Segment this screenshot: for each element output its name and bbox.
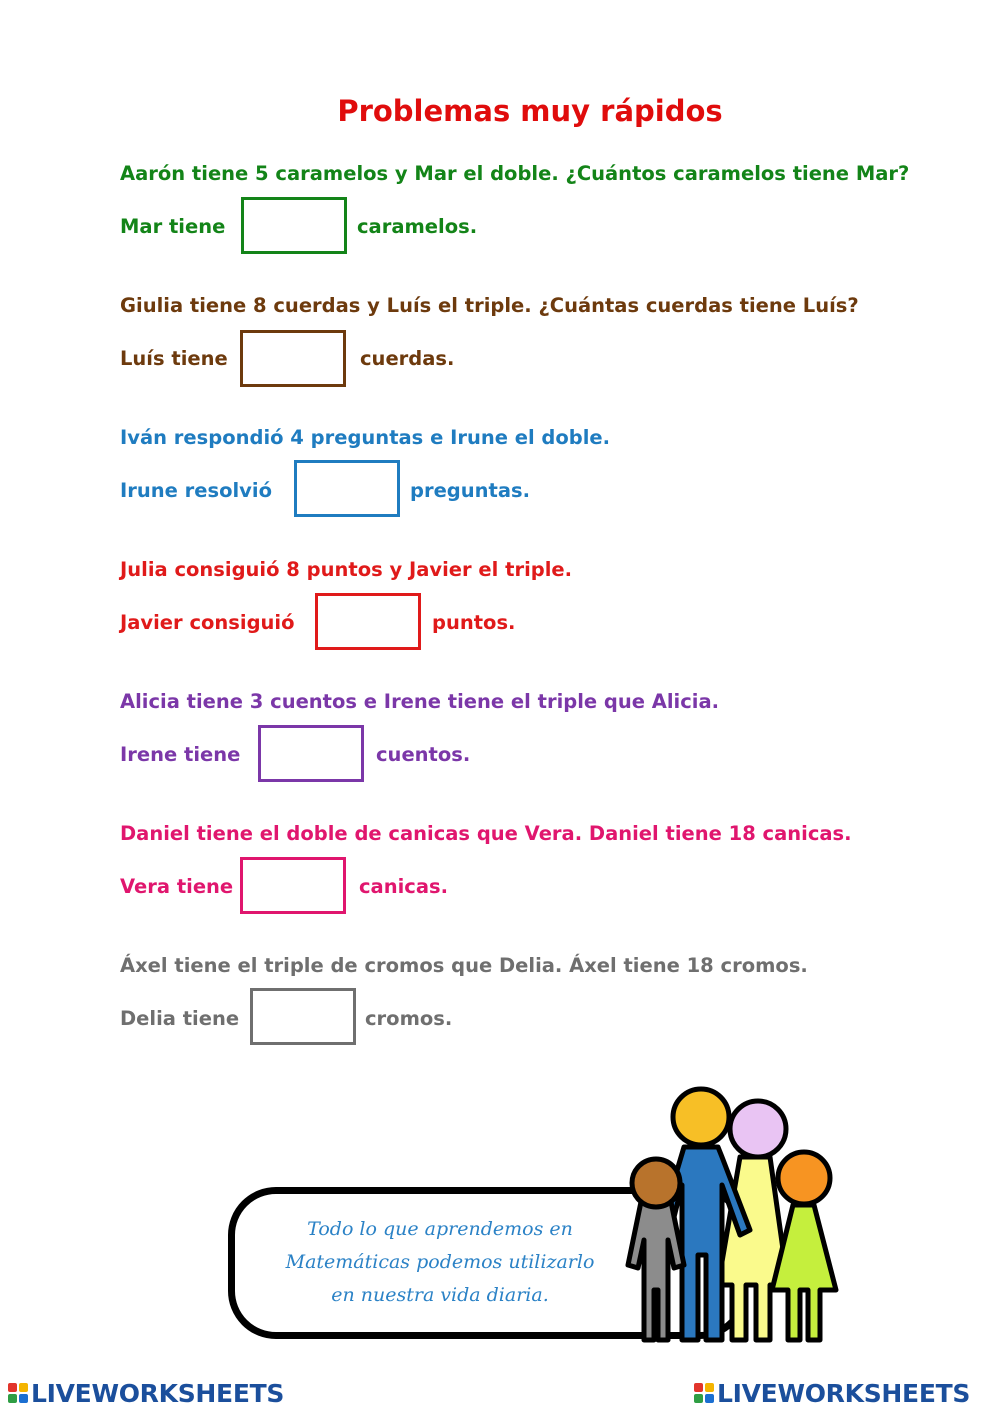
quote-line-2: Matemáticas podemos utilizarlo [285, 1251, 595, 1273]
quote-text [250, 1213, 630, 1312]
problem-3-answer-input[interactable] [297, 463, 401, 516]
problem-5-answer-box[interactable] [258, 725, 364, 782]
problem-2-answer-box[interactable] [240, 330, 346, 387]
problem-6-answer-input[interactable] [243, 860, 347, 913]
problem-6-question: Daniel tiene el doble de canicas que Vera. Daniel tiene 18 canicas. [120, 822, 852, 845]
quote-line-3: en nuestra vida diaria. [331, 1284, 549, 1306]
problem-3-answer-label: Irune resolvió [120, 479, 272, 502]
brand-name-right: LIVEWORKSHEETS [717, 1378, 971, 1408]
problem-4-question: Julia consiguió 8 puntos y Javier el triple. [120, 558, 573, 581]
problem-7-answer-input[interactable] [253, 991, 357, 1044]
footer-brand-right [694, 1378, 970, 1408]
problem-7-answer-box[interactable] [250, 988, 356, 1045]
problem-5-question: Alicia tiene 3 cuentos e Irene tiene el triple que Alicia. [120, 690, 720, 713]
problem-4-answer-label: Javier consiguió [120, 611, 295, 634]
problem-5-answer-label: Irene tiene [120, 743, 241, 766]
problem-2-question: Giulia tiene 8 cuerdas y Luís el triple. ¿Cuántas cuerdas tiene Luís? [120, 294, 859, 317]
problem-5-answer-input[interactable] [261, 728, 365, 781]
problem-6-answer-box[interactable] [240, 857, 346, 914]
problem-1-answer-input[interactable] [244, 200, 348, 253]
problem-4-answer-box[interactable] [315, 593, 421, 650]
problem-1-answer-box[interactable] [241, 197, 347, 254]
problem-1-answer-unit: caramelos. [357, 215, 478, 238]
problem-4-answer-input[interactable] [318, 596, 422, 649]
quote-line-1: Todo lo que aprendemos en [307, 1218, 573, 1240]
problem-2-answer-input[interactable] [243, 333, 347, 386]
problem-5-answer-unit: cuentos. [376, 743, 471, 766]
problem-7-answer-unit: cromos. [365, 1007, 453, 1030]
worksheet-title: Problemas muy rápidos [337, 94, 723, 128]
problem-6-answer-label: Vera tiene [120, 875, 234, 898]
problem-6-answer-unit: canicas. [359, 875, 449, 898]
problem-1-question: Aarón tiene 5 caramelos y Mar el doble. ¿Cuántos caramelos tiene Mar? [120, 162, 910, 185]
liveworksheets-logo-icon [694, 1383, 714, 1403]
footer-brand-left [8, 1378, 284, 1408]
problem-7-question: Áxel tiene el triple de cromos que Delia. Áxel tiene 18 cromos. [120, 954, 808, 977]
problem-3-question: Iván respondió 4 preguntas e Irune el doble. [120, 426, 611, 449]
problem-1-answer-label: Mar tiene [120, 215, 226, 238]
problem-4-answer-unit: puntos. [432, 611, 516, 634]
family-illustration-icon [600, 1075, 850, 1350]
problem-2-answer-label: Luís tiene [120, 347, 228, 370]
problem-3-answer-unit: preguntas. [410, 479, 531, 502]
problem-2-answer-unit: cuerdas. [360, 347, 455, 370]
liveworksheets-logo-icon [8, 1383, 28, 1403]
problem-3-answer-box[interactable] [294, 460, 400, 517]
problem-7-answer-label: Delia tiene [120, 1007, 240, 1030]
brand-name-left: LIVEWORKSHEETS [31, 1378, 285, 1408]
